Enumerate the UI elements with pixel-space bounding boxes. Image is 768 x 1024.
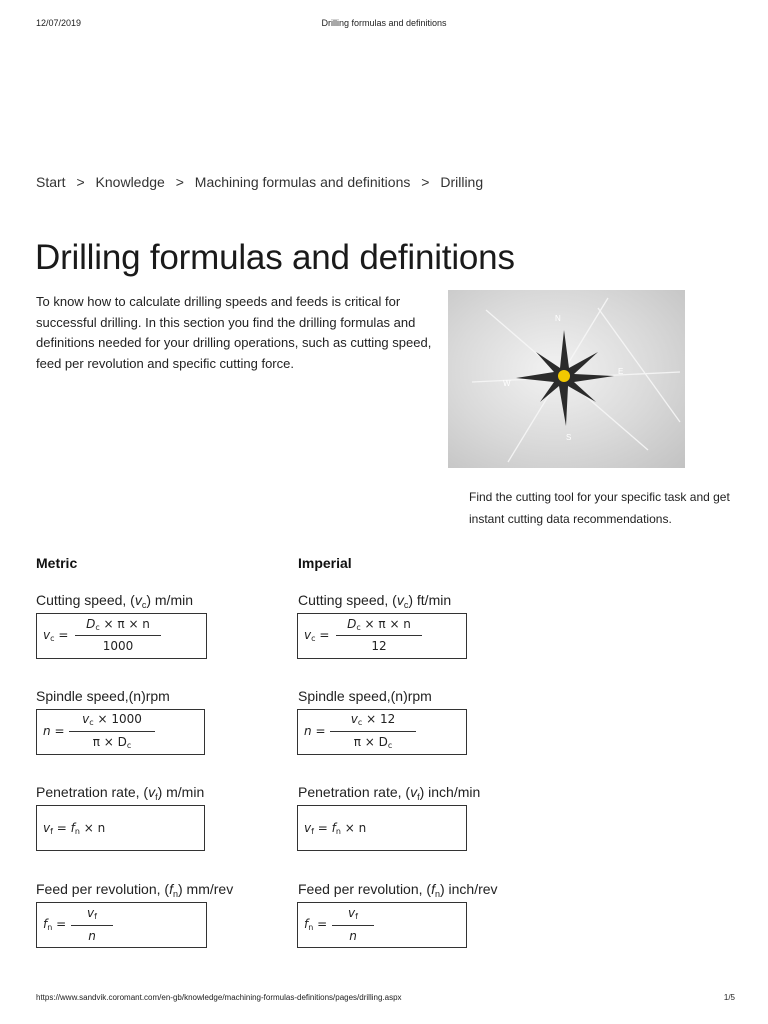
metric-penetration-rate-label: Penetration rate, $(v_f)$ m/min: [36, 784, 205, 802]
metric-cutting-speed-formula: $v_c$ = $D_c \times \pi \times n$ 1000: [36, 613, 207, 659]
compass-rose-image: [448, 290, 685, 468]
print-title: Drilling formulas and definitions: [321, 18, 447, 28]
imperial-cutting-speed-label: Cutting speed, $(v_c)$ ft/min: [298, 592, 452, 610]
imperial-feed-per-rev-label: Feed per revolution, $(f_n)$ inch/rev: [298, 881, 498, 899]
intro-paragraph: To know how to calculate drilling speeds and feeds is critical for successful drilling. In this section you find the drilling formulas and definitions needed for your drilling operations, such as cutting speed, feed per revolution and specific cutting force.: [36, 294, 432, 371]
breadcrumb-separator: >: [421, 174, 430, 190]
compass-rose-graphic: [448, 290, 685, 468]
compass-label-w: W: [503, 379, 511, 388]
print-header: [0, 18, 768, 32]
breadcrumb-machining-formulas[interactable]: Machining formulas and definitions: [194, 174, 411, 190]
imperial-feed-per-rev-formula: $f_n$ = $v_f$ n: [297, 902, 467, 948]
imperial-spindle-speed-label: Spindle speed,(n)rpm: [298, 688, 432, 704]
breadcrumb-start[interactable]: Start: [36, 174, 66, 190]
imperial-cutting-speed-formula: $v_c$ = $D_c \times \pi \times n$ 12: [297, 613, 467, 659]
metric-feed-per-rev-label: Feed per revolution, $(f_n)$ mm/rev: [36, 881, 234, 899]
breadcrumb-separator: >: [175, 174, 184, 190]
imperial-heading: Imperial: [298, 555, 352, 571]
compass-label-s: S: [566, 433, 572, 442]
compass-label-n: N: [555, 314, 561, 323]
metric-spindle-speed-formula: n = $v_c \times 1000$ $\pi \times D_c$: [36, 709, 205, 755]
print-date: 12/07/2019: [36, 18, 82, 28]
metric-penetration-rate-formula: $v_f = f_n \times n$: [36, 805, 205, 851]
promo-text: Find the cutting tool for your specific task and get instant cutting data recommendations.: [469, 490, 730, 526]
breadcrumb: [36, 174, 483, 190]
imperial-penetration-rate-formula: $v_f = f_n \times n$: [297, 805, 467, 851]
metric-spindle-speed-label: Spindle speed,(n)rpm: [36, 688, 170, 704]
breadcrumb-separator: >: [76, 174, 85, 190]
page-number: 1/5: [723, 993, 735, 1002]
compass-label-e: E: [618, 367, 624, 376]
breadcrumb-knowledge[interactable]: Knowledge: [95, 174, 165, 190]
page-title: Drilling formulas and definitions: [35, 238, 515, 277]
breadcrumb-drilling[interactable]: Drilling: [440, 174, 484, 190]
imperial-penetration-rate-label: Penetration rate, $(v_f)$ inch/min: [298, 784, 481, 802]
metric-cutting-speed-label: Cutting speed, $(v_c)$ m/min: [36, 592, 194, 610]
imperial-spindle-speed-formula: n = $v_c \times 12$ $\pi \times D_c$: [297, 709, 467, 755]
page-url: https://www.sandvik.coromant.com/en-gb/knowledge/machining-formulas-definitions/pages/drilling.aspx: [36, 993, 402, 1002]
metric-heading: Metric: [36, 555, 78, 571]
metric-feed-per-rev-formula: $f_n$ = $v_f$ n: [36, 902, 207, 948]
